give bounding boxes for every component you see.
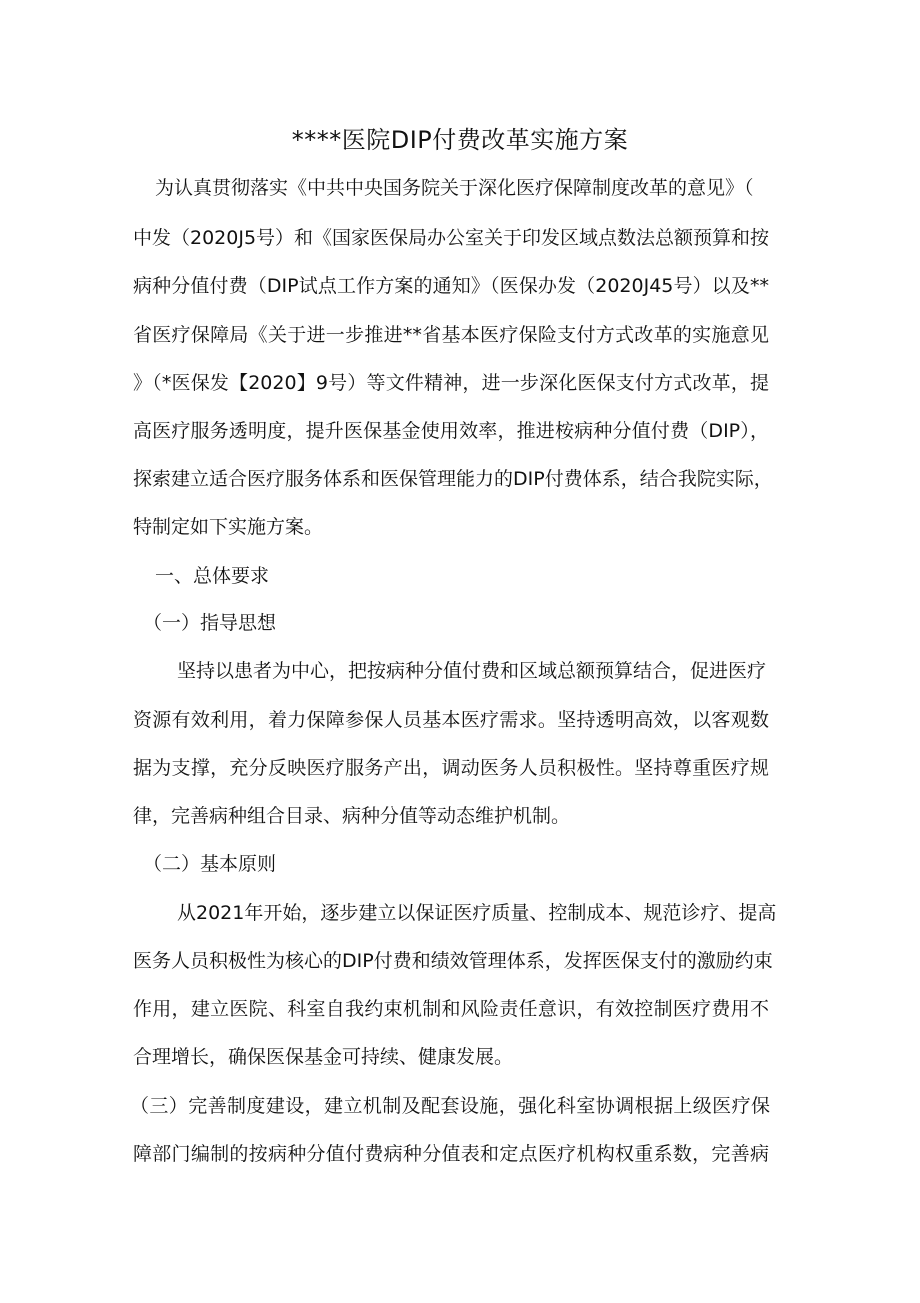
intro-line-8: 特制定如下实施方案。 (133, 516, 324, 538)
guiding-ideology-line-3: 据为支撑，充分反映医疗服务产出，调动医务人员积极性。坚持尊重医疗规 (133, 757, 769, 779)
basic-principles-line-1: 从2021年开始，逐步建立以保证医疗质量、控制成本、规范诊疗、提高 (177, 902, 777, 924)
system-building-line-2: 障部门编制的按病种分值付费病种分值表和定点医疗机构权重系数，完善病 (133, 1143, 769, 1165)
intro-line-1: 为认真贯彻落实《中共中央国务院关于深化医疗保障制度改革的意见》（ (155, 177, 754, 199)
guiding-ideology-line-2: 资源有效利用，着力保障参保人员基本医疗需求。坚持透明高效，以客观数 (133, 709, 769, 731)
intro-line-3: 病种分值付费（DIP试点工作方案的通知》（医保办发（2020J45号）以及** (133, 275, 769, 297)
intro-line-6: 高医疗服务透明度，提升医保基金使用效率，推进桉病种分值付费（DIP）， (133, 420, 769, 442)
intro-line-7: 探索建立适合医疗服务体系和医保管理能力的DIP付费体系，结合我院实际， (133, 468, 773, 490)
intro-line-4: 省医疗保障局《关于进一步推进**省基本医疗保险支付方式改革的实施意见 (133, 324, 769, 346)
system-building-line-1: （三）完善制度建设，建立机制及配套设施，强化科室协调根据上级医疗保 (130, 1095, 770, 1117)
subsection-heading-guiding-ideology: （一）指导思想 (143, 612, 277, 634)
intro-line-5: 》（*医保发【2020】9号）等文件精神，进一步深化医保支付方式改革，提 (133, 372, 769, 394)
guiding-ideology-line-4: 律，完善病种组合目录、病种分值等动态维护机制。 (133, 805, 571, 827)
basic-principles-line-4: 合理增长，确保医保基金可持续、健康发展。 (133, 1046, 514, 1068)
subsection-heading-basic-principles: （二）基本原则 (143, 853, 277, 875)
document-title: ****医院DIP付费改革实施方案 (291, 126, 629, 154)
intro-line-2: 中发（2020J5号）和《国家医保局办公室关于印发区域点数法总额预算和按 (133, 227, 770, 249)
section-heading-overall-requirements: 一、总体要求 (155, 565, 270, 587)
basic-principles-line-2: 医务人员积极性为核心的DIP付费和绩效管理体系，发挥医保支付的激励约束 (133, 950, 773, 972)
guiding-ideology-line-1: 坚持以患者为中心，把按病种分值付费和区域总额预算结合，促进医疗 (177, 660, 767, 682)
basic-principles-line-3: 作用，建立医院、科室自我约束机制和风险责任意识，有效控制医疗费用不 (133, 998, 769, 1020)
